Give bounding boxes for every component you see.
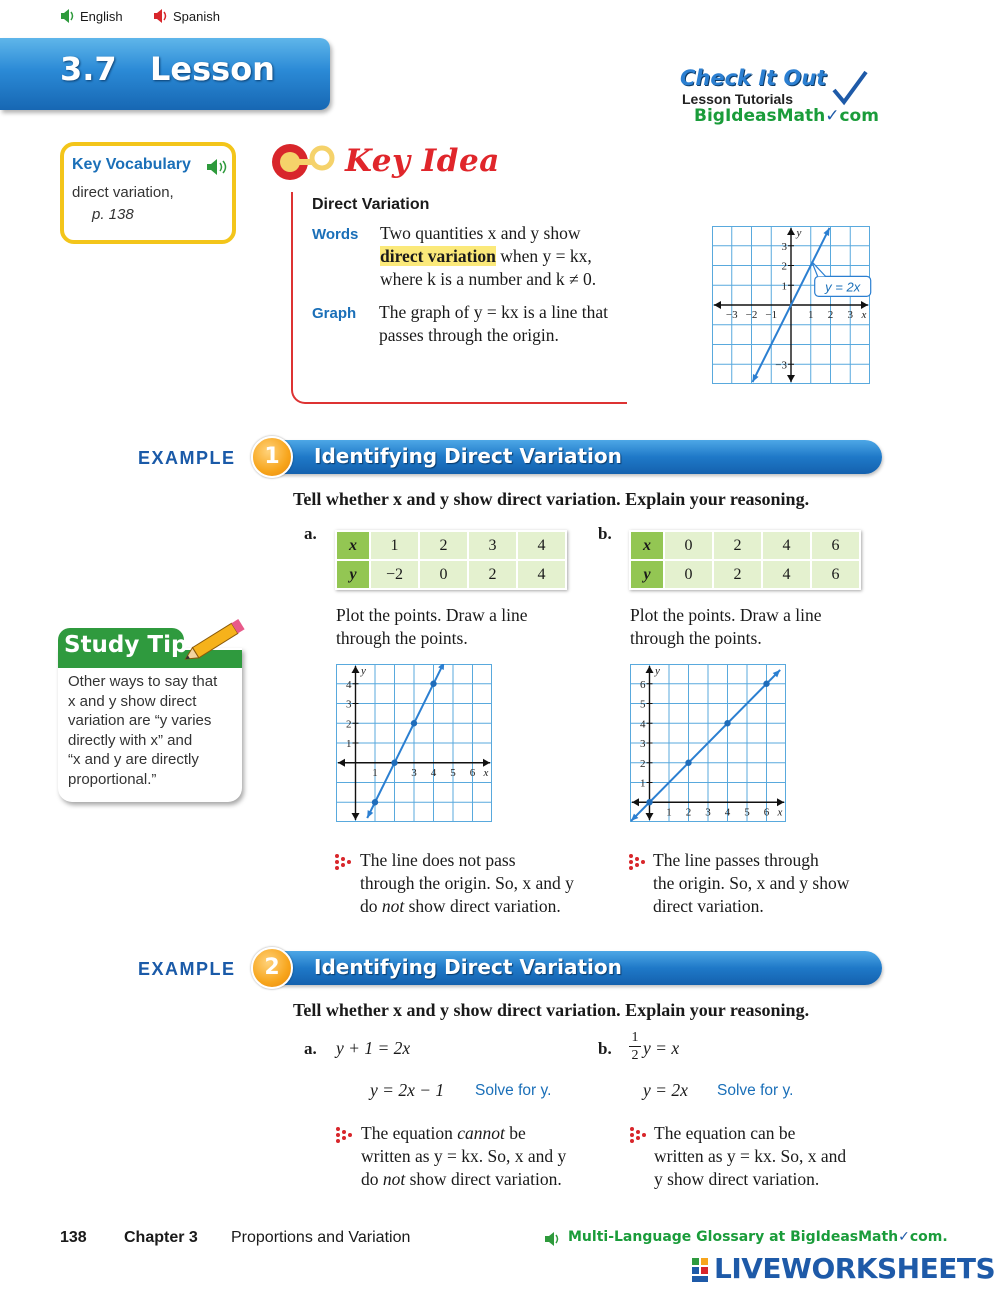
table-cell: 4: [517, 560, 566, 589]
y-axis-label: y: [796, 227, 802, 239]
x-tick-label: 3: [705, 806, 711, 819]
y-tick-label: 1: [346, 738, 352, 750]
glossary-link[interactable]: Multi-Language Glossary at BigIdeasMath✓com.: [568, 1229, 948, 1245]
direct-variation-term[interactable]: direct variation: [380, 246, 496, 266]
x-tick-label: 1: [372, 766, 378, 779]
data-point: [646, 799, 652, 805]
data-point: [763, 681, 769, 687]
english-audio-button[interactable]: [60, 8, 123, 24]
spanish-label: Spanish: [173, 8, 220, 24]
table-y-header: y: [630, 560, 664, 589]
y-axis-label: y: [361, 665, 366, 677]
example-1b-conclusion: The line passes through the origin. So, x and y show direct variation.: [653, 850, 850, 916]
x-tick-label: 1: [666, 806, 672, 819]
table-cell: −2: [370, 560, 419, 589]
x-tick-label: 3: [411, 766, 417, 779]
answer-dots-icon: [629, 1126, 647, 1144]
x-tick-label: 3: [847, 309, 853, 321]
example-2-part-a-label: a.: [304, 1039, 317, 1058]
example-2a-equation: y + 1 = 2x: [336, 1038, 411, 1058]
y-tick-label: 5: [640, 698, 646, 711]
x-axis-label: x: [777, 806, 783, 819]
table-cell: 2: [468, 560, 517, 589]
y-tick-label: 3: [781, 240, 787, 253]
example-2a-note: Solve for y.: [475, 1082, 552, 1099]
example-2b-note: Solve for y.: [717, 1082, 794, 1099]
y-tick-label: 1: [781, 280, 787, 293]
x-tick-label: 4: [430, 766, 437, 779]
y-tick-label: 3: [640, 738, 646, 750]
chapter-title: Proportions and Variation: [231, 1229, 411, 1246]
example-1-number: 1: [251, 436, 293, 478]
equation-callout-text: y = 2x: [825, 279, 861, 295]
data-point: [724, 720, 730, 726]
example-1-title-bar: [262, 440, 882, 474]
answer-dots-icon: [628, 853, 646, 871]
words-definition: Two quantities x and y show direct variation when y = kx, where k is a number and k ≠ 0.: [380, 223, 597, 289]
x-tick-label: 1: [808, 309, 814, 321]
table-cell: 2: [419, 531, 468, 560]
example-1a-graph: [336, 664, 494, 824]
example-2b-conclusion: The equation can be written as y = kx. So, x and y show direct variation.: [654, 1123, 847, 1189]
y-tick-label: 2: [781, 260, 787, 273]
example-1-prompt: Tell whether x and y show direct variation. Explain your reasoning.: [293, 489, 810, 509]
table-cell: 0: [419, 560, 468, 589]
table-cell: 4: [517, 531, 566, 560]
table-x-header: x: [630, 531, 664, 560]
y-tick-label: 6: [640, 678, 646, 691]
table-cell: 6: [811, 531, 860, 560]
speaker-icon: [60, 8, 76, 24]
table-cell: 0: [664, 531, 713, 560]
y-tick-label: 3: [346, 698, 352, 711]
table-cell: 1: [370, 531, 419, 560]
example-1b-graph: [630, 664, 788, 824]
table-cell: 0: [664, 560, 713, 589]
vocabulary-page: p. 138: [92, 206, 134, 223]
example-1a-conclusion: The line does not pass through the origin. So, x and y do not show direct variation.: [360, 850, 574, 916]
key-vocabulary-box: [60, 142, 236, 244]
key-icon: [270, 140, 340, 184]
words-label: Words: [312, 226, 359, 243]
y-tick-label: 2: [346, 718, 352, 731]
bigideasmath-label: BigIdeasMath✓com: [694, 106, 879, 126]
y-tick-label: 4: [640, 718, 646, 731]
x-tick-label: 2: [685, 806, 692, 819]
table-cell: 4: [762, 560, 811, 589]
data-point: [411, 720, 417, 726]
data-point: [430, 681, 436, 687]
answer-dots-icon: [335, 1126, 353, 1144]
x-tick-label: 6: [763, 806, 770, 819]
key-vocabulary-heading: Key Vocabulary: [72, 156, 191, 173]
example-2-title: Identifying Direct Variation: [314, 955, 622, 979]
x-tick-label: 2: [827, 309, 834, 321]
table-cell: 6: [811, 560, 860, 589]
speaker-icon: [153, 8, 169, 24]
table-cell: 2: [713, 560, 762, 589]
x-tick-label: 5: [744, 806, 750, 819]
example-1b-table: [629, 530, 861, 590]
x-tick-label: −2: [745, 309, 758, 321]
speaker-icon[interactable]: [206, 158, 230, 176]
y-tick-label: −3: [775, 359, 787, 372]
example-2-title-bar: [262, 951, 882, 985]
english-label: English: [80, 8, 123, 24]
spanish-audio-button[interactable]: [153, 8, 220, 24]
key-idea-title: Key Idea: [345, 143, 500, 179]
y-axis-label: y: [655, 665, 660, 677]
x-axis-label: x: [861, 309, 867, 321]
liveworksheets-brand[interactable]: LIVEWORKSHEETS: [714, 1252, 996, 1285]
study-tip-heading: Study Tip: [64, 632, 188, 658]
chapter-label: Chapter 3: [124, 1229, 198, 1246]
example-2b-equation: y = x: [643, 1038, 680, 1058]
check-it-out-title: Check It Out: [680, 66, 827, 90]
y-tick-label: 1: [640, 777, 646, 790]
table-cell: 4: [762, 531, 811, 560]
graph-definition: The graph of y = kx is a line that passes through the origin.: [379, 302, 609, 345]
page-number: 138: [60, 1229, 87, 1246]
example-1b-instruction: Plot the points. Draw a line through the points.: [630, 605, 822, 648]
example-1a-instruction: Plot the points. Draw a line through the points.: [336, 605, 528, 648]
checkmark-icon: [830, 68, 870, 108]
x-tick-label: 4: [724, 806, 731, 819]
example-2-label: EXAMPLE: [138, 959, 236, 979]
example-1-label: EXAMPLE: [138, 448, 236, 468]
example-1-part-b-label: b.: [598, 524, 612, 543]
data-point: [685, 760, 691, 766]
graph-label: Graph: [312, 305, 357, 322]
vocabulary-term[interactable]: direct variation,: [72, 184, 174, 201]
x-tick-label: −1: [765, 309, 778, 321]
section-number: 3.7: [60, 50, 117, 88]
x-axis-label: x: [483, 766, 489, 779]
example-1-title: Identifying Direct Variation: [314, 444, 622, 468]
y-tick-label: 4: [346, 678, 352, 691]
example-2-part-b-label: b.: [598, 1039, 612, 1058]
study-tip-text: Other ways to say that x and y show direct variation are “y varies directly with x” and “x and y are directly proportional.”: [68, 673, 218, 788]
x-tick-label: 6: [469, 766, 476, 779]
example-1a-table: [335, 530, 567, 590]
x-tick-label: −3: [725, 309, 738, 321]
liveworksheets-logo-icon: [692, 1258, 708, 1282]
table-cell: 3: [468, 531, 517, 560]
example-2-prompt: Tell whether x and y show direct variation. Explain your reasoning.: [293, 1000, 810, 1020]
speaker-icon: [544, 1231, 564, 1247]
y-tick-label: 2: [640, 757, 646, 770]
x-tick-label: 5: [450, 766, 456, 779]
data-point: [391, 760, 397, 766]
lesson-tutorials-label: Lesson Tutorials: [682, 91, 793, 107]
lesson-banner: [0, 38, 330, 110]
pencil-icon: [178, 614, 254, 666]
answer-dots-icon: [334, 853, 352, 871]
check-it-out-link[interactable]: [670, 62, 880, 132]
table-x-header: x: [336, 531, 370, 560]
key-idea-graph: [712, 226, 872, 386]
table-cell: 2: [713, 531, 762, 560]
data-point: [372, 799, 378, 805]
direct-variation-heading: Direct Variation: [312, 196, 430, 213]
example-2a-conclusion: The equation cannot be written as y = kx. So, x and y do not show direct variation.: [361, 1123, 567, 1189]
example-2b-step: y = 2x: [643, 1080, 688, 1100]
table-y-header: y: [336, 560, 370, 589]
example-2b-fraction: 1 2: [629, 1029, 641, 1064]
example-1-part-a-label: a.: [304, 524, 317, 543]
lesson-title: Lesson: [150, 50, 275, 88]
example-2a-step: y = 2x − 1: [370, 1080, 445, 1100]
example-2-number: 2: [251, 947, 293, 989]
